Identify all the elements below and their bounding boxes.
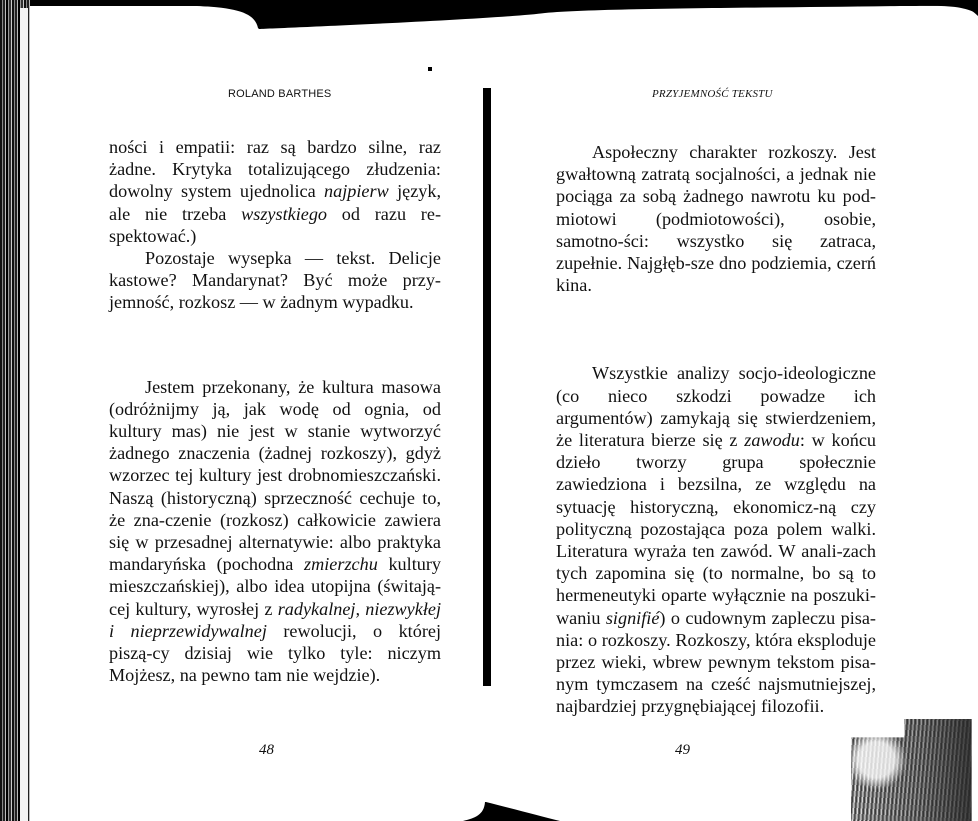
left-page-number: 48 [259,742,274,758]
right-page-number: 49 [675,742,690,758]
left-page-text [109,136,441,686]
paragraph: Jestem przekonany, że kultura masowa (odróżnijmy ją, jak wodę od ognia, od kultury mas) nie jest w stanie wytworzyć żadnego znaczenia (żadnej rozkoszy), gdyż wzorzec tej kultury jest drobnomieszczański. Naszą (historyczną) sprzeczność cechuje to, że zna-czenie (rozkosz) całkowicie zawiera się w przesadnej alternatywie: albo praktyka mandaryńska (pochodna zmierzchu kultury mieszczańskiej), albo idea utopijna (świtają-cej kultury, wyrosłej z radykalnej, niezwykłej i nieprzewidywalnej rewolucji, o której piszą-cy dzisiaj wie tylko tyle: niczym Mojżesz, na pewno tam nie wejdzie). [109,376,442,686]
section-gap [556,296,876,362]
gutter-fold-line [483,88,491,686]
paragraph: Wszystkie analizy socjo-ideologiczne (co nieco szkodzi powadze ich argumentów) zamykają się stwierdzeniem, że literatura bierze się z zawodu: w końcu dzieło tworzy grupa społecznie zawiedziona i bezsilna, ze względu na sytuację historyczną, ekonomicz-ną czy polityczną pozostająca poza polem walki. Literatura wyraża ten zawód. W anali-zach tych zapomina się (to normalne, bo są to hermeneutyki oparte wyłącznie na poszuki-waniu signifié) o cudownym zapleczu pisa-nia: o rozkoszy. Rozkoszy, która eksploduje przez wieki, wbrew pewnym tekstom pisa-nym tymczasem na cześć najsmutniejszej, najbardziej przygnębiającej filozofii. [556,363,877,717]
right-page-text [556,141,876,718]
page-edge-strip [20,8,28,821]
bottom-fold-shape [463,802,560,821]
right-running-header: PRZYJEMNOŚĆ TEKSTU [652,88,773,100]
section-gap [109,314,441,376]
scan-speck [428,67,432,71]
paragraph: Pozostaje wysepka — tekst. Delicje kastowe? Mandarynat? Być może przy-jemność, rozkosz — w żadnym wypadku. [109,248,441,313]
paragraph: ności i empatii: raz są bardzo silne, raz żadne. Krytyka totalizującego złudzenia: dowolny system ujednolica najpierw język, ale nie trzeba wszystkiego od razu re-spektować.) [109,137,441,246]
paragraph: Aspołeczny charakter rozkoszy. Jest gwałtowną zatratą socjalności, a jednak nie pociąga za sobą żadnego nawrotu ku pod-miotowi (podmiotowości), osobie, samotno-ści: wszystko się zatraca, zupełnie. Najgłęb-sze dno podziemia, czerń kina. [556,142,876,296]
left-running-header: ROLAND BARTHES [228,88,332,100]
